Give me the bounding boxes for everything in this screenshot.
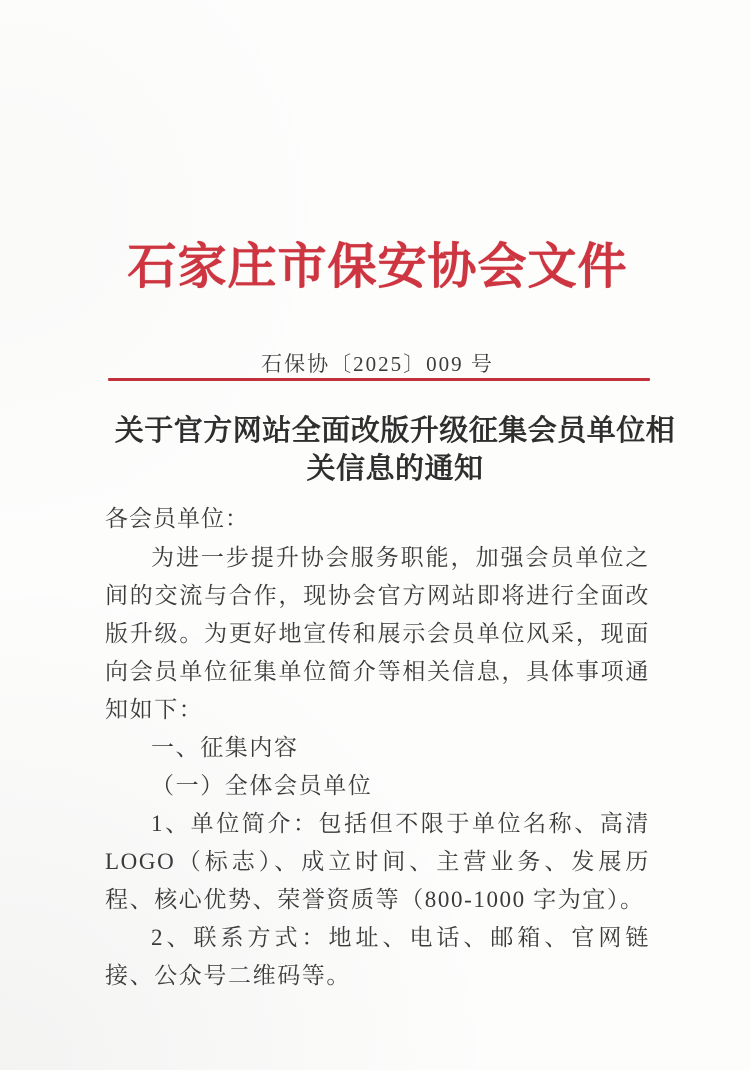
list-item-company-profile: 1、单位简介：包括但不限于单位名称、高清 LOGO（标志）、成立时间、主营业务、发展历程、核心优势、荣誉资质等（800-1000 字为宜）。 (105, 810, 650, 912)
document-number: 石保协〔2025〕009 号 (261, 351, 494, 376)
red-divider-line (108, 378, 650, 381)
salutation: 各会员单位： (105, 505, 249, 531)
list-item-contact-info: 2、联系方式：地址、电话、邮箱、官网链接、公众号二维码等。 (105, 924, 650, 988)
document-title: 关于官方网站全面改版升级征集会员单位相关信息的通知 (114, 414, 676, 485)
subsection-heading-all-members: （一）全体会员单位 (151, 772, 373, 798)
paragraph-intro: 为进一步提升协会服务职能，加强会员单位之间的交流与合作，现协会官方网站即将进行全面改版升级。为更好地宣传和展示会员单位风采，现面向会员单位征集单位简介等相关信息，具体事项通知如下： (105, 544, 650, 722)
section-heading-collection-content: 一、征集内容 (151, 734, 299, 760)
letterhead-title: 石家庄市保安协会文件 (127, 239, 628, 294)
